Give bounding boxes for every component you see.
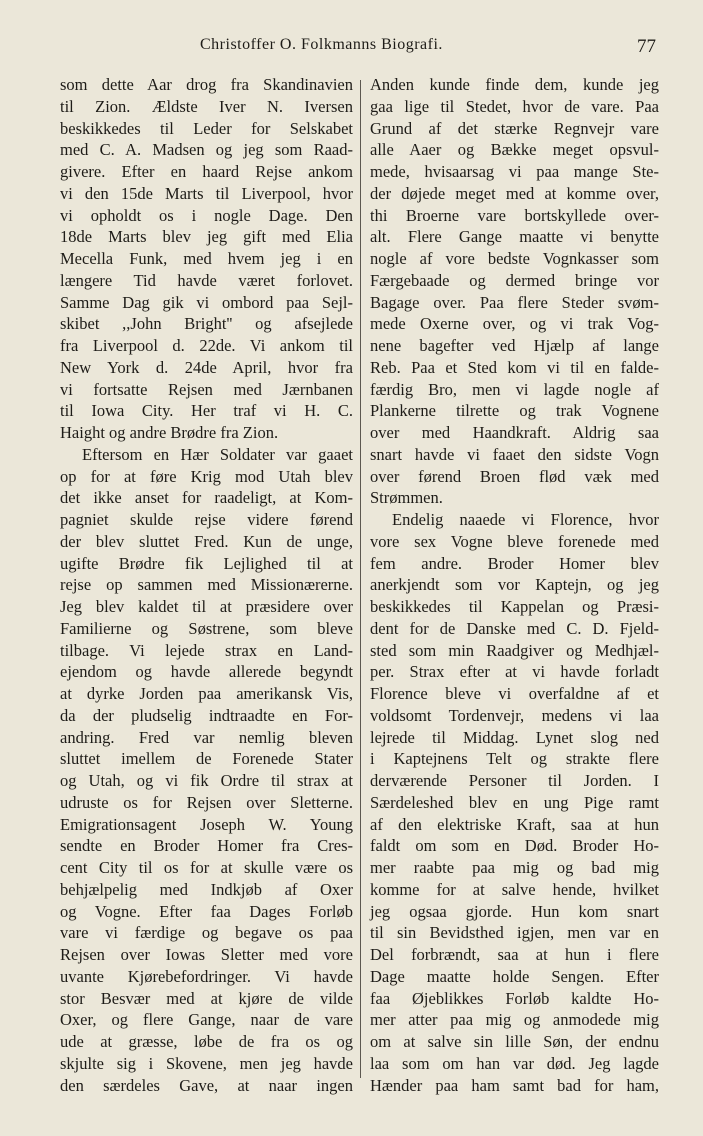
text-line: Endelig naaede vi Florence, hvor: [392, 510, 659, 529]
text-line: vi opholdt os i nogle Dage. Den: [60, 205, 353, 225]
text-line: sendte en Broder Homer fra Cres-: [60, 836, 353, 856]
text-line: sluttet imellem de Forenede Stater: [60, 749, 353, 769]
text-line: voldsomt Tordenvejr, medens vi laa: [370, 705, 659, 725]
text-line: til sin Bevidsthed igjen, men var en: [370, 923, 659, 943]
text-line: snart havde vi faaet den sidste Vogn: [370, 444, 659, 464]
text-line: ejendom og havde allerede begyndt: [60, 662, 353, 682]
text-line: til Zion. Ældste Iver N. Iversen: [60, 96, 353, 116]
text-line: da der pludselig indtraadte en For-: [60, 705, 353, 725]
text-line: Grund af det stærke Regnvejr vare: [370, 118, 659, 138]
text-line: Mecella Funk, med hvem jeg i en: [60, 249, 353, 268]
text-line: af den elektriske Kraft, saa at hun: [370, 814, 659, 834]
text-line: uvante Kjørebefordringer. Vi havde: [60, 966, 353, 986]
text-line: tilbage. Vi lejede strax en Land-: [60, 640, 353, 660]
text-line: beskikkedes til Kappelan og Præsi-: [370, 597, 659, 616]
text-line: Emigrationsagent Joseph W. Young: [60, 814, 353, 834]
text-line: den særdeles Gave, at naar ingen: [60, 1075, 353, 1095]
text-line: Plankerne tilrette og trak Vognene: [370, 401, 659, 421]
text-line: dent for de Danske med C. D. Fjeld-: [370, 618, 659, 638]
text-line: Reb. Paa et Sted kom vi til en falde-: [370, 357, 659, 377]
text-line: stor Besvær med at kjøre de vilde: [60, 988, 353, 1008]
text-line: Familierne og Søstrene, som bleve: [60, 618, 353, 638]
text-line: faldt om som en Død. Broder Ho-: [370, 836, 659, 856]
text-line: Jeg blev kaldet til at præsidere over: [60, 597, 353, 616]
text-line: behjælpelig med Indkjøb af Oxer: [60, 879, 353, 899]
text-line: alt. Flere Gange maatte vi benytte: [370, 227, 659, 247]
text-line: mer atter paa mig og anmodede mig: [370, 1010, 659, 1030]
text-line: 18de Marts blev jeg gift med Elia: [60, 227, 353, 247]
text-line: med C. A. Madsen og jeg som Raad-: [60, 140, 353, 160]
text-line: og Vogne. Efter faa Dages Forløb: [60, 901, 353, 921]
text-line: der blev sluttet Fred. Kun de unge,: [60, 531, 353, 551]
text-line: nogle af vore bedste Vognkasser som: [370, 249, 659, 268]
text-line: Eftersom en Hær Soldater var gaaet: [82, 444, 353, 464]
text-line: vore sex Vogne bleve forenede med: [370, 531, 659, 551]
text-line: Florence bleve vi overfaldne af et: [370, 684, 659, 703]
text-line: mede Oxerne over, og vi trak Vog-: [370, 314, 659, 334]
text-line: New York d. 24de April, hvor fra: [60, 357, 353, 377]
text-line: vi den 15de Marts til Liverpool, hvor: [60, 183, 353, 203]
right-column: [370, 74, 659, 1096]
text-line: Rejsen over Iowas Sletter med vore: [60, 945, 353, 964]
text-line: Særdeleshed blev en ung Pige ramt: [370, 792, 659, 812]
text-line: Del forbrændt, saa at hun i flere: [370, 945, 659, 964]
text-line: alle Aaer og Bække meget opsvul-: [370, 140, 659, 160]
text-line: gaa lige til Stedet, hvor de vare. Paa: [370, 96, 659, 116]
text-line: per. Strax efter at vi havde forladt: [370, 662, 659, 682]
text-line: det ikke anset for raadeligt, at Kom-: [60, 488, 353, 508]
text-line: fem andre. Broder Homer blev: [370, 553, 659, 573]
text-line: rejse op sammen med Missionærerne.: [60, 575, 353, 595]
text-line: Anden kunde finde dem, kunde jeg: [370, 75, 659, 94]
text-line: i Kaptejnens Telt og strakte flere: [370, 749, 659, 769]
text-line: faa Øjeblikkes Forløb kaldte Ho-: [370, 988, 659, 1008]
text-line: der døjede meget med at komme over,: [370, 183, 659, 203]
text-line: fra Liverpool d. 22de. Vi ankom til: [60, 336, 353, 355]
text-line: Færgebaade og dermed bringe vor: [370, 270, 659, 290]
text-line: pagniet skulde rejse videre førend: [60, 510, 353, 529]
text-line: vi fortsatte Rejsen med Jærnbanen: [60, 379, 353, 399]
running-title: Christoffer O. Folkmanns Biografi.: [200, 36, 443, 53]
text-line: lejrede til Middag. Lynet slog ned: [370, 727, 659, 747]
text-line: laa som om han var død. Jeg lagde: [370, 1053, 659, 1073]
text-line: derværende Personer til Jorden. I: [370, 771, 659, 790]
text-line: ude at græsse, løbe de fra os og: [60, 1032, 353, 1051]
text-line: længere Tid havde været forlovet.: [60, 270, 353, 290]
text-line: Samme Dag gik vi ombord paa Sejl-: [60, 292, 353, 312]
text-line: færdig Bro, men vi lagde nogle af: [370, 379, 659, 399]
text-line: ugifte Brødre fik Lejlighed til at: [60, 553, 353, 573]
text-line: Strømmen.: [370, 488, 443, 508]
text-line: mede, hvisaarsag vi paa mange Ste-: [370, 162, 659, 181]
text-line: andring. Fred var nemlig bleven: [60, 727, 353, 747]
text-line: Dage maatte holde Sengen. Efter: [370, 966, 659, 986]
page-number: 77: [637, 36, 656, 57]
text-line: anerkjendt som vor Kaptejn, og jeg: [370, 575, 659, 595]
text-line: udruste os for Rejsen over Sletterne.: [60, 792, 353, 812]
text-line: Bagage over. Paa flere Steder svøm-: [370, 292, 659, 312]
text-line: vare vi færdige og begave os paa: [60, 923, 353, 943]
text-line: Haight og andre Brødre fra Zion.: [60, 423, 279, 442]
text-line: thi Broerne vare bortskyllede over-: [370, 205, 659, 225]
text-line: op for at føre Krig mod Utah blev: [60, 466, 353, 486]
text-line: nene bagefter ved Hjælp af lange: [370, 336, 659, 355]
text-line: Oxer, og flere Gange, naar de vare: [60, 1010, 353, 1030]
text-line: beskikkedes til Leder for Selskabet: [60, 118, 353, 138]
page-header: [0, 0, 703, 60]
text-line: mer raabte paa mig og bad mig: [370, 858, 659, 877]
text-line: skibet ,,John Bright'' og afsejlede: [60, 314, 353, 334]
text-line: skjulte sig i Skovene, men jeg havde: [60, 1053, 353, 1073]
text-line: og Utah, og vi fik Ordre til strax at: [60, 771, 353, 790]
column-divider: [360, 80, 361, 1078]
text-line: til Iowa City. Her traf vi H. C.: [60, 401, 353, 421]
text-line: Hænder paa ham samt bad for ham,: [370, 1075, 659, 1095]
text-line: om at salve sin lille Søn, der endnu: [370, 1032, 659, 1051]
text-line: sted som min Raadgiver og Medhjæl-: [370, 640, 659, 660]
left-column: [60, 74, 353, 1096]
text-line: at dyrke Jorden paa amerikansk Vis,: [60, 684, 353, 703]
text-line: jeg ogsaa gjorde. Hun kom snart: [370, 901, 659, 921]
text-line: komme for at salve hende, hvilket: [370, 879, 659, 899]
text-line: over med Haandkraft. Aldrig saa: [370, 423, 659, 442]
text-line: cent City til os for at skulle være os: [60, 858, 353, 877]
text-line: over førend Broen flød væk med: [370, 466, 659, 486]
text-line: givere. Efter en haard Rejse ankom: [60, 162, 353, 181]
text-line: som dette Aar drog fra Skandinavien: [60, 75, 353, 94]
